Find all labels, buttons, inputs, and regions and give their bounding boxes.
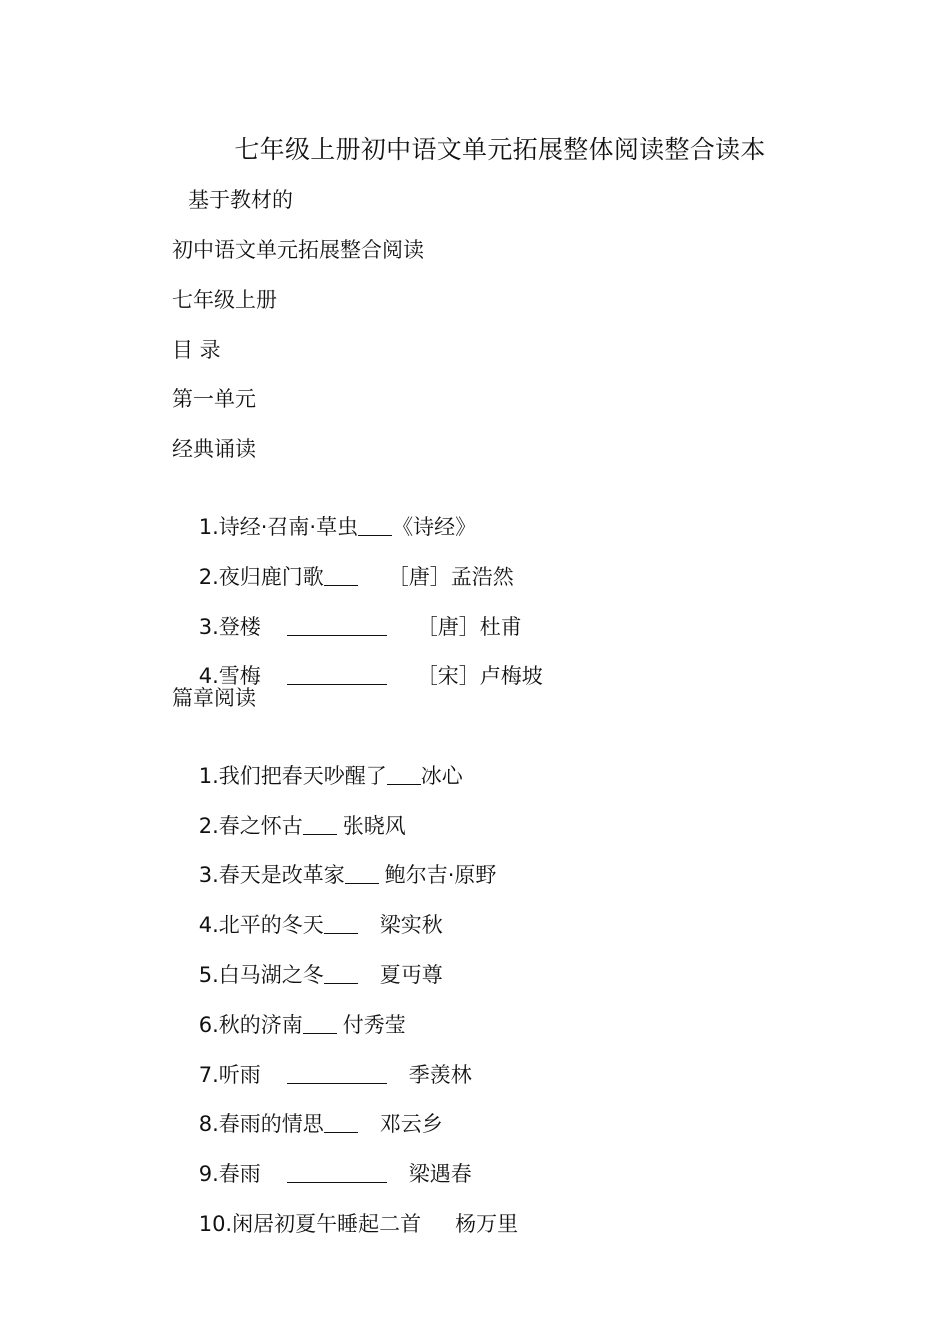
entry-title: 10.闲居初夏午睡起二首	[198, 1212, 422, 1236]
intro-line-1: 基于教材的	[188, 188, 293, 212]
entry-title: 3.春天是改革家	[198, 863, 345, 887]
entry-author: 梁遇春	[408, 1162, 472, 1186]
entry-author: ［唐］杜甫	[416, 615, 522, 639]
entry-title: 3.登楼	[198, 615, 261, 639]
intro-line-2: 初中语文单元拓展整合阅读	[172, 238, 424, 262]
entry-author: 季羡林	[408, 1063, 472, 1087]
unit-heading: 第一单元	[172, 387, 256, 411]
entry-author: 夏丏尊	[379, 963, 443, 987]
entry-title: 1.我们把春天吵醒了	[198, 764, 387, 788]
entry-author: 《诗经》	[392, 515, 477, 539]
entry-author: 杨万里	[455, 1212, 519, 1236]
entry-title: 6.秋的济南	[198, 1013, 303, 1037]
entry-author: 梁实秋	[379, 913, 443, 937]
entry-title: 4.雪梅	[198, 664, 261, 688]
toc-entry	[172, 1182, 518, 1266]
section-heading-reading: 篇章阅读	[172, 686, 256, 710]
entry-author: 鲍尔吉·原野	[384, 863, 497, 887]
entry-author: 冰心	[420, 764, 463, 788]
entry-title: 2.春之怀古	[198, 814, 303, 838]
entry-author: ［宋］卢梅坡	[416, 664, 543, 688]
entry-author: 邓云乡	[379, 1112, 443, 1136]
entry-title: 8.春雨的情思	[198, 1112, 324, 1136]
toc-heading: 目 录	[172, 338, 221, 362]
entry-title: 4.北平的冬天	[198, 913, 324, 937]
entry-title: 5.白马湖之冬	[198, 963, 324, 987]
intro-line-3: 七年级上册	[172, 288, 277, 312]
entry-author: ［唐］孟浩然	[387, 565, 514, 589]
entry-title: 1.诗经·召南·草虫	[198, 515, 359, 539]
entry-author: 付秀莹	[342, 1013, 406, 1037]
entry-title: 2.夜归鹿门歌	[198, 565, 324, 589]
fill-line	[287, 680, 387, 685]
document-title: 七年级上册初中语文单元拓展整体阅读整合读本	[234, 135, 766, 164]
section-heading-classics: 经典诵读	[172, 437, 256, 461]
entry-author: 张晓风	[342, 814, 406, 838]
entry-title: 7.听雨	[198, 1063, 261, 1087]
entry-title: 9.春雨	[198, 1162, 261, 1186]
